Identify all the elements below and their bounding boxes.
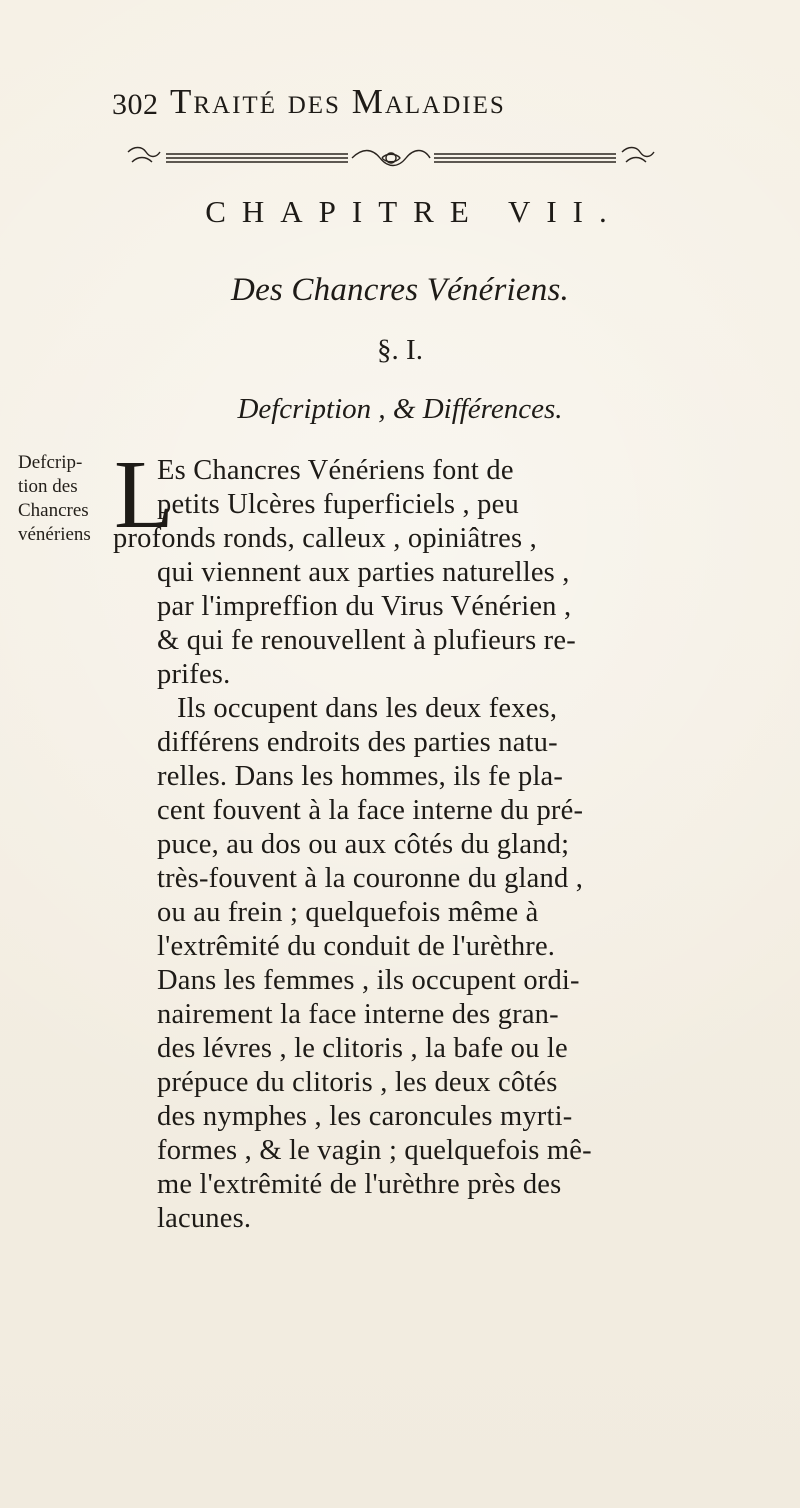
body-line: différens endroits des parties natu- <box>157 727 558 758</box>
running-head <box>112 82 672 124</box>
body-line: prifes. <box>157 659 231 690</box>
page-number: 302 <box>112 88 159 121</box>
body-line: nairement la face interne des gran- <box>157 999 559 1030</box>
body-line: ou au frein ; quelquefois même à <box>157 897 539 928</box>
chapter-subtitle: Des Chancres Vénériens. <box>231 272 569 308</box>
body-line: & qui fe renouvellent à plufieurs re- <box>157 625 576 656</box>
body-line: l'extrêmité du conduit de l'urèthre. <box>157 931 556 962</box>
body-line: petits Ulcères fuperficiels , peu <box>157 489 519 520</box>
margin-note-line: vénériens <box>18 524 91 545</box>
decorative-rule-ornament-icon <box>120 144 662 172</box>
section-title: Defcription , & Différences. <box>237 393 563 425</box>
body-line: puce, au dos ou aux côtés du gland; <box>157 829 570 860</box>
body-line: cent fouvent à la face interne du pré- <box>157 795 584 826</box>
body-line: des lévres , le clitoris , la bafe ou le <box>157 1033 568 1064</box>
drop-cap: L <box>114 441 174 549</box>
margin-note <box>18 451 106 547</box>
margin-note-line: Chancres <box>18 500 89 521</box>
body-line: prépuce du clitoris , les deux côtés <box>157 1067 558 1098</box>
body-line: Es Chancres Vénériens font de <box>157 455 514 486</box>
body-line: me l'extrêmité de l'urèthre près des <box>157 1169 562 1200</box>
body-line: profonds ronds, calleux , opiniâtres , <box>113 523 537 554</box>
body-line: lacunes. <box>157 1203 252 1234</box>
body-line: des nymphes , les caroncules myrti- <box>157 1101 573 1132</box>
margin-note-line: tion des <box>18 476 78 497</box>
chapter-heading: CHAPITRE VII. <box>205 194 623 229</box>
margin-note-line: Defcrip- <box>18 452 83 473</box>
body-line: Ils occupent dans les deux fexes, <box>177 693 558 724</box>
body-line: Dans les femmes , ils occupent ordi- <box>157 965 580 996</box>
running-title: Traité des Maladies <box>170 82 506 121</box>
body-line: formes , & le vagin ; quelquefois mê- <box>157 1135 592 1166</box>
section-number: §. I. <box>377 334 423 366</box>
body-line: par l'impreffion du Virus Vénérien , <box>157 591 572 622</box>
body-line: très-fouvent à la couronne du gland , <box>157 863 584 894</box>
body-line: relles. Dans les hommes, ils fe pla- <box>157 761 564 792</box>
body-line: qui viennent aux parties naturelles , <box>157 557 570 588</box>
